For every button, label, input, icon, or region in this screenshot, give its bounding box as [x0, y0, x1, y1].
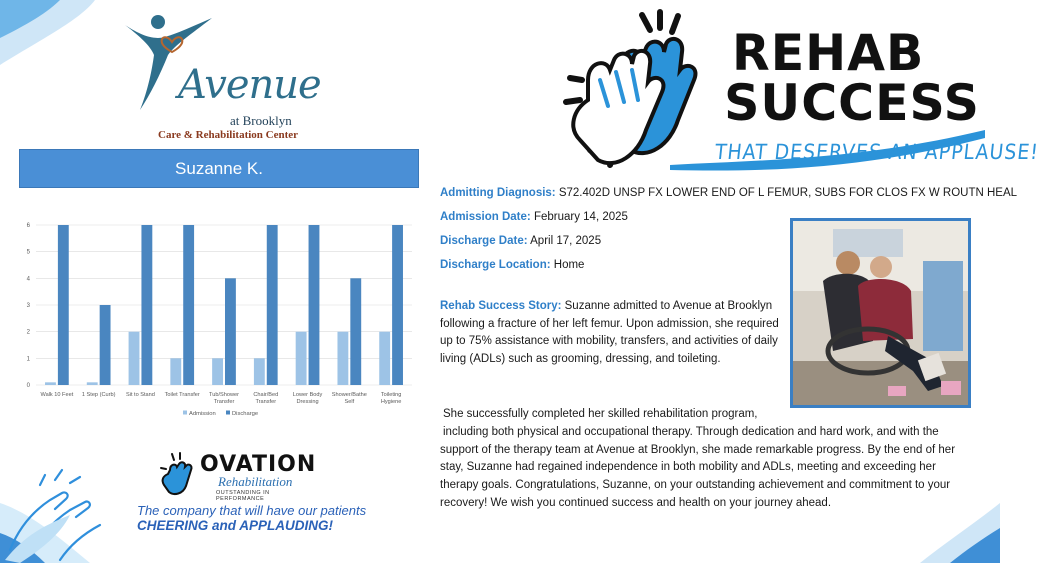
avenue-wordmark: Avenue [178, 62, 321, 108]
discharge-bar [309, 225, 320, 385]
success-story-paragraph2 [440, 406, 975, 513]
resident-photo [790, 218, 971, 408]
y-tick-label: 5 [26, 249, 30, 256]
functional-progress-chart [20, 210, 420, 425]
ovation-tagline [137, 503, 366, 533]
ovation-rehab: Rehabilitation [218, 474, 293, 489]
discharge-date-row [440, 235, 601, 247]
avenue-logo [120, 10, 320, 145]
discharge-bar [392, 225, 403, 385]
x-tick-label: Transfer [213, 399, 235, 405]
admission-bar [296, 332, 307, 385]
discharge-bar [58, 225, 69, 385]
admission-bar [129, 332, 140, 385]
y-tick-label: 0 [26, 383, 30, 389]
resident-name: Suzanne K. [175, 158, 263, 178]
discharge-location-value: Home [553, 259, 585, 271]
discharge-bar [350, 278, 361, 385]
ovation-name: OVATION [200, 452, 317, 477]
x-tick-label: Walk 10 Feet [40, 392, 74, 398]
success-story-paragraph1 [440, 298, 785, 368]
legend-discharge-swatch [226, 411, 230, 415]
discharge-bar [267, 225, 278, 385]
ovation-tagline-line1: The company that will have our patients [137, 503, 367, 518]
y-tick-label: 4 [26, 276, 30, 283]
story-paragraph2-rest: including both physical and occupational therapy. Through dedication and hard work, and with the support of the therapy team at Avenue at Brooklyn, she made remarkable progress. By the end of her stay, Suzanne had regained independence in both mobility and ADLs, meeting and exceeding her therapy goals. Congratulations, Suzanne, on your outstanding achievement and commitment to your recovery! We wish you continued success and health on your journey ahead. [440, 425, 956, 509]
diagnosis-label: Admitting Diagnosis: [440, 187, 556, 199]
x-tick-label: Dressing [296, 399, 319, 405]
legend-admission-label: Admission [189, 411, 216, 417]
discharge-bar [183, 225, 194, 385]
clapping-hands-icon [0, 455, 120, 563]
title-line1: REHAB [732, 24, 925, 82]
discharge-date-value: April 17, 2025 [530, 235, 602, 247]
legend-admission-swatch [183, 411, 187, 415]
y-tick-label: 1 [26, 356, 30, 363]
x-tick-label: Toilet Transfer [164, 392, 200, 398]
discharge-date-label: Discharge Date: [440, 235, 528, 247]
success-story-text: Suzanne admitted to Avenue at Brooklyn following a fracture of her left femur. Upon admission, she required up to 75% assistance with mobility, transfers, and activities of daily living (ADLs) such as grooming, dressing, and toileting. [440, 300, 779, 365]
rehab-success-subtitle: THAT DESERVES AN APPLAUSE! [713, 140, 1040, 164]
avenue-tagline: Care & Rehabilitation Center [158, 129, 299, 141]
ovation-clap-icon [158, 452, 198, 498]
x-tick-label: Tub/Shower [209, 392, 239, 398]
discharge-location-row [440, 259, 584, 271]
y-tick-label: 3 [26, 303, 30, 309]
photo-illustration [793, 221, 968, 405]
resident-name-banner [19, 149, 419, 188]
admission-bar [170, 358, 181, 385]
discharge-bar [141, 225, 152, 385]
ovation-tagline-line2: CHEERING and APPLAUDING! [137, 518, 334, 533]
ovation-motto: OUTSTANDING IN PERFORMANCE [216, 490, 270, 502]
x-tick-label: Hygiene [380, 399, 402, 405]
admission-bar [45, 382, 56, 385]
admission-date-row [440, 211, 628, 223]
x-tick-label: Toileting [380, 392, 402, 398]
corner-swoosh-top-left [0, 0, 110, 70]
legend-discharge-label: Discharge [232, 411, 259, 417]
admission-bar [87, 382, 98, 385]
admission-bar [337, 332, 348, 385]
x-tick-label: Chair/Bed [253, 392, 279, 398]
admission-bar [379, 332, 390, 385]
success-story-label: Rehab Success Story: [440, 300, 562, 312]
rehab-success-title [724, 24, 980, 132]
x-tick-label: Lower Body [292, 392, 323, 398]
discharge-location-label: Discharge Location: [440, 259, 551, 271]
story-paragraph2-line1: She successfully completed her skilled rehabilitation program, [443, 408, 758, 420]
avenue-location: at Brooklyn [230, 113, 292, 128]
discharge-bar [225, 278, 236, 385]
admission-bar [254, 358, 265, 385]
diagnosis-value: S72.402D UNSP FX LOWER END OF L FEMUR, SUBS FOR CLOS FX W ROUTN HEAL [558, 187, 1018, 199]
x-tick-label: 1 Step (Curb) [81, 392, 116, 398]
diagnosis-row [440, 187, 1017, 199]
y-tick-label: 2 [26, 329, 30, 336]
x-tick-label: Self [344, 399, 355, 405]
x-tick-label: Shower/Bathe [331, 392, 367, 398]
y-tick-label: 6 [26, 223, 30, 229]
ovation-logo [158, 452, 317, 502]
admission-date-value: February 14, 2025 [533, 211, 628, 223]
discharge-bar [100, 305, 111, 385]
admission-bar [212, 358, 223, 385]
x-tick-label: Transfer [255, 399, 277, 405]
admission-date-label: Admission Date: [440, 211, 531, 223]
x-tick-label: Sit to Stand [125, 392, 155, 398]
title-line2: SUCCESS [724, 74, 980, 132]
